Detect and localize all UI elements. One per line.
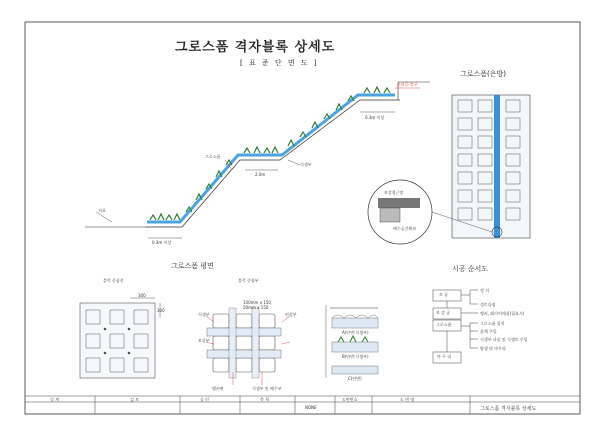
step-2-item-3: 양생 및 마무리 [480,346,506,351]
callout-bottom-label: 배수공간확보 [393,226,417,231]
section-cap-b: B(단면:식생부) [342,354,369,359]
tb-approve: 승 인 [200,397,209,402]
step-0-item-0: 정 지 [480,288,489,293]
label-growthform: 그로스폼 [205,154,221,159]
step-2-item-0: 그로스폼 설치 [480,321,505,326]
detail-label-0: 식생부 [198,312,210,317]
step-box-1: 보 강 공 [436,310,451,315]
heading-procedure: 시공 순서도 [452,265,489,273]
tb-scale-value: NONE [305,405,317,410]
label-ground: 지표 [98,208,106,213]
small-sections [326,305,378,378]
step-2-item-1: 흙채 주입 [480,329,497,334]
detail-note-b: 식생부 및 배수부 [252,386,282,391]
step-1-item-0: 앵커, 와이어매쉬(필요시) [480,311,525,316]
tb-design: 설 계 [50,397,59,402]
detail-dim-a: 100mm x 150 [243,300,271,305]
plan-dim-side: 300 [157,308,165,313]
section-cap-a: A(단면:식생부) [342,330,369,335]
tb-drawing-name-label: 도 면 명 [400,397,415,402]
step-box-2: 그로스폼 [436,322,452,327]
label-berm-width: 2.0m [255,172,266,177]
tb-scale: 축 척 [260,397,269,402]
label-top-drainage: 산마루 측구 [397,82,418,87]
plan-grid-mid [206,308,290,385]
step-2-item-2: 식생부 파종 및 식생토 투입 [480,337,528,342]
detail-note-a: 앵커핀 [212,386,224,391]
sub-plan-left: 블럭 중심선 [103,278,124,283]
heading-growthform-front: 그로스폼(은방) [460,70,507,78]
tb-drawing-no: 도면번호 [342,397,358,402]
plan-dim-top: 300 [138,293,146,298]
plan-grid-left [80,298,160,378]
section-cap-c: C(단면) [348,376,362,381]
label-top-width: 0.3m 이상 [365,115,385,120]
tb-review: 검 토 [130,397,139,402]
drawing-title: 그로스폼 격자블록 상세도 [175,40,336,55]
tb-drawing-name: 그로스폼 격자블록 상세도 [480,406,537,412]
growthform-front [452,95,530,238]
label-planting: 식생부 [300,162,312,167]
drawing-subtitle: [ 표 준 단 면 도 ] [240,59,319,67]
callout-top-label: 보강철근망 [384,190,404,195]
step-box-0: 토 공 [439,292,448,297]
heading-plan: 그로스폼 평면 [171,262,214,270]
step-0-item-1: 성토다짐 [480,302,496,307]
sub-plan-mid: 블럭 중첩부 [238,278,259,283]
detail-dim-b: 50mm x 150 [243,305,269,310]
detail-label-2: 연결부 [285,312,297,317]
label-bottom-width: 0.3m 이상 [152,240,172,245]
detail-label-1: 보강부 [198,338,210,343]
step-box-3: 마 무 리 [437,354,452,359]
